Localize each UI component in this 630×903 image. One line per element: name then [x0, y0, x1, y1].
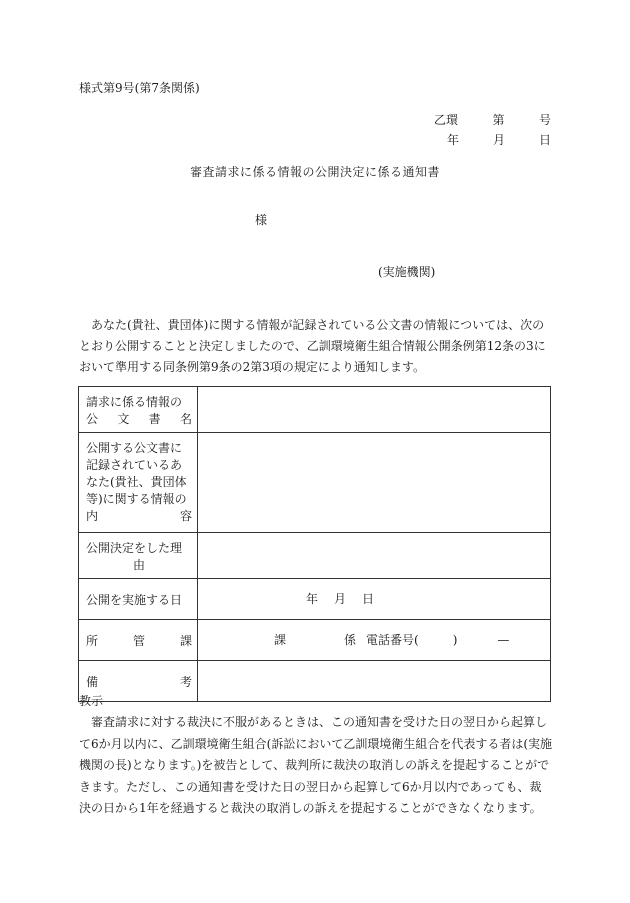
remarks-field[interactable] — [198, 661, 551, 702]
row-label-department: 所 管 課 — [79, 620, 198, 661]
disclosure-date-field[interactable]: 年 月 日 — [198, 579, 551, 620]
information-table — [78, 386, 551, 702]
row-label-info-content: 公開する公文書に記録されているあなた(貴社、貴団体等)に関する情報の 内 容 — [79, 433, 198, 533]
document-number-line — [434, 114, 551, 126]
department-field[interactable]: 課 係 電話番号( ) — — [198, 620, 551, 661]
table-row — [79, 579, 551, 620]
day-label: 日 — [538, 133, 551, 147]
notification-body — [79, 315, 551, 378]
table-row — [79, 387, 551, 433]
form-number: 様式第9号(第7条関係) — [79, 81, 200, 95]
row-label-disclosure-date: 公開を実施する日 — [79, 579, 198, 620]
number-prefix: 第 — [492, 113, 505, 127]
office-code: 乙環 — [434, 113, 459, 127]
number-suffix: 号 — [538, 113, 551, 127]
info-content-field[interactable] — [198, 433, 551, 533]
table-row — [79, 533, 551, 579]
month-label: 月 — [492, 133, 505, 147]
table-row — [79, 620, 551, 661]
decision-reason-field[interactable] — [198, 533, 551, 579]
row-label-decision-reason: 公開決定をした理 由 — [79, 533, 198, 579]
row-label-remarks: 備 考 — [79, 661, 198, 702]
row-label-document-name: 請求に係る情報の 公 文 書 名 — [79, 387, 198, 433]
notice-heading: 教示 — [79, 694, 104, 708]
table-row — [79, 433, 551, 533]
notification-paragraph: あなた(貴社、貴団体)に関する情報が記録されている公文書の情報については、次のとおり公開することと決定しましたので、乙訓環境衛生組合情報公開条例第12条の3において準用する同条例第9条の2第3項の規定により通知します。 — [79, 318, 546, 374]
table-row — [79, 661, 551, 702]
document-title: 審査請求に係る情報の公開決定に係る通知書 — [189, 165, 440, 179]
year-label: 年 — [447, 133, 460, 147]
agency-label: (実施機関) — [378, 265, 436, 279]
addressee-suffix: 様 — [255, 213, 268, 227]
notice-body — [79, 712, 553, 820]
document-name-field[interactable] — [198, 387, 551, 433]
issue-date-line — [447, 134, 551, 146]
notice-paragraph: 審査請求に対する裁決に不服があるときは、この通知書を受けた日の翌日から起算して6か月以内に、乙訓環境衛生組合(訴訟において乙訓環境衛生組合を代表する者は(実施機関の長)となります。)を被告として、裁判所に裁決の取消しの訴えを提起することができます。ただし、この通知書を受けた日の翌日から起算して6か月以内であっても、裁決の日から1年を経過すると裁決の取消しの訴えを提起することができなくなります。 — [79, 715, 553, 815]
